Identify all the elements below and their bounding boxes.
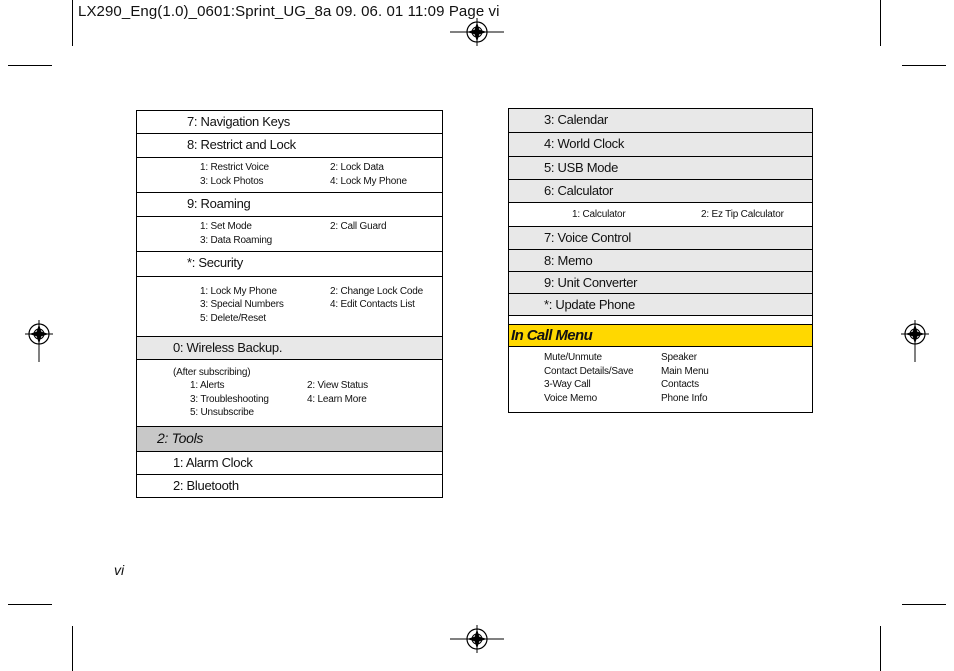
submenu-item: 1: Set Mode xyxy=(200,221,252,232)
submenu-item: 5: Delete/Reset xyxy=(200,313,266,324)
submenu-item: 3: Data Roaming xyxy=(200,235,273,246)
submenu-item: 1: Alerts xyxy=(190,380,225,391)
submenu-item: 1: Lock My Phone xyxy=(200,286,277,297)
submenu-item: 2: Call Guard xyxy=(330,221,387,232)
menu-table-right xyxy=(508,108,813,413)
submenu-item: 3: Special Numbers xyxy=(200,299,284,310)
submenu-wireless-backup xyxy=(137,360,442,427)
submenu-item: Contact Details/Save xyxy=(544,366,634,377)
submenu-security xyxy=(137,277,442,337)
crop-mark xyxy=(880,626,881,671)
submenu-item: 4: Learn More xyxy=(307,394,367,405)
submenu-item: Mute/Unmute xyxy=(544,352,602,363)
submenu-item: 1: Calculator xyxy=(572,209,626,220)
menu-item-world-clock: 4: World Clock xyxy=(509,133,812,157)
crop-mark xyxy=(902,604,946,605)
submenu-item: 2: Lock Data xyxy=(330,162,384,173)
submenu-in-call xyxy=(509,347,812,413)
submenu-item: 3-Way Call xyxy=(544,379,591,390)
submenu-item: Voice Memo xyxy=(544,393,598,404)
submenu-calculator xyxy=(509,203,812,227)
menu-item-calendar: 3: Calendar xyxy=(509,109,812,133)
registration-mark-icon xyxy=(450,18,504,46)
submenu-item: Speaker xyxy=(661,352,697,363)
submenu-item: Contacts xyxy=(661,379,699,390)
menu-item-bluetooth: 2: Bluetooth xyxy=(173,478,239,493)
registration-mark-icon xyxy=(25,320,53,362)
submenu-restrict-lock xyxy=(137,158,442,193)
submenu-roaming xyxy=(137,217,442,252)
menu-item-wireless-backup: 0: Wireless Backup. xyxy=(137,337,442,360)
submenu-item: 2: View Status xyxy=(307,380,368,391)
menu-table-left xyxy=(136,110,443,498)
page-number: vi xyxy=(114,562,125,578)
submenu-item: 5: Unsubscribe xyxy=(190,407,254,418)
submenu-item: 2: Change Lock Code xyxy=(330,286,423,297)
crop-mark xyxy=(8,604,52,605)
menu-item-navigation-keys: 7: Navigation Keys xyxy=(137,111,442,134)
menu-item-voice-control: 7: Voice Control xyxy=(509,227,812,250)
spacer-row xyxy=(509,316,812,325)
crop-mark xyxy=(72,626,73,671)
menu-item-restrict-lock: 8: Restrict and Lock xyxy=(137,134,442,158)
section-heading-in-call-menu: In Call Menu xyxy=(509,325,812,347)
submenu-item: Main Menu xyxy=(661,366,709,377)
submenu-item: 3: Lock Photos xyxy=(200,176,264,187)
submenu-note: (After subscribing) xyxy=(173,367,251,378)
crop-mark xyxy=(72,0,73,46)
submenu-item: 3: Troubleshooting xyxy=(190,394,269,405)
registration-mark-icon xyxy=(901,320,929,362)
registration-mark-icon xyxy=(450,625,504,653)
crop-mark xyxy=(8,65,52,66)
menu-item-security: *: Security xyxy=(137,252,442,277)
crop-mark xyxy=(902,65,946,66)
menu-item-calculator: 6: Calculator xyxy=(509,180,812,203)
section-heading-tools: 2: Tools xyxy=(137,427,442,452)
menu-item-roaming: 9: Roaming xyxy=(137,193,442,217)
menu-item-memo: 8: Memo xyxy=(509,250,812,272)
crop-mark xyxy=(880,0,881,46)
submenu-item: 2: Ez Tip Calculator xyxy=(701,209,784,220)
submenu-item: Phone Info xyxy=(661,393,708,404)
submenu-item: 4: Edit Contacts List xyxy=(330,299,415,310)
menu-item-usb-mode: 5: USB Mode xyxy=(509,157,812,180)
menu-item-unit-converter: 9: Unit Converter xyxy=(509,272,812,294)
menu-item-update-phone: *: Update Phone xyxy=(509,294,812,316)
submenu-item: 4: Lock My Phone xyxy=(330,176,407,187)
print-header: LX290_Eng(1.0)_0601:Sprint_UG_8a 09. 06. 01 11:09 Page vi xyxy=(78,3,500,20)
submenu-item: 1: Restrict Voice xyxy=(200,162,269,173)
menu-item-alarm-clock: 1: Alarm Clock xyxy=(137,452,442,475)
